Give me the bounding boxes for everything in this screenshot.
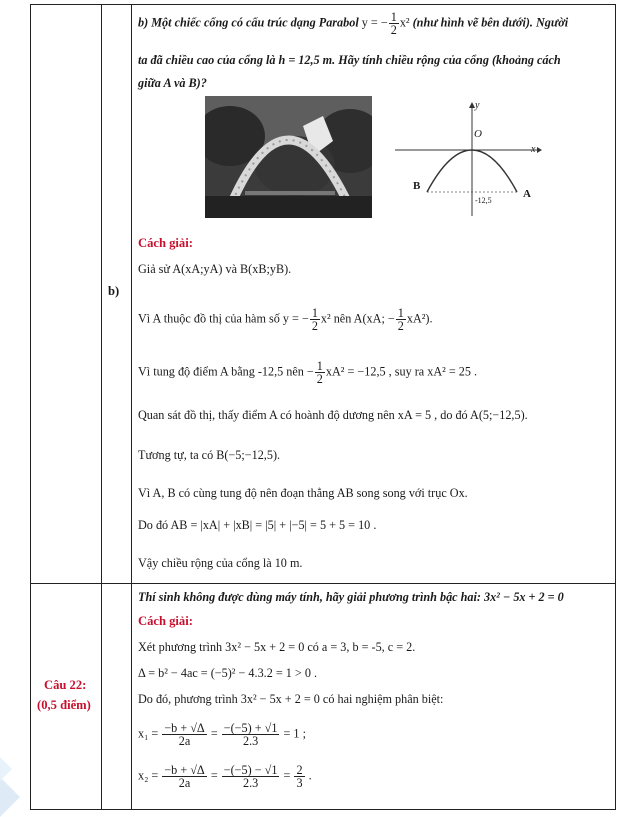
graph-depth-label: -12,5 <box>475 196 492 205</box>
table-col-divider-2 <box>131 5 132 809</box>
q22-root-x1: x₁ = $\frac{-b + √\Delta}{2a}$ = $\frac{-(-5) + √1}{2.3}$ = 1 ; <box>138 721 306 748</box>
step-a-on-graph: Vì A thuộc đồ thị của hàm số y = − $\frac{1}{2}$ x² nên A(xA; − $\frac{1}{2}$ xA²). <box>138 306 433 333</box>
question-22-problem: Thí sinh không được dùng máy tính, hãy giải phương trình bậc hai: 3x² − 5x + 2 = 0 <box>138 590 564 604</box>
parabola-graph <box>395 98 545 218</box>
graph-origin-label: O <box>474 128 482 140</box>
graph-point-a: A <box>523 188 531 200</box>
step-assume: Giả sử A(xA;yA) và B(xB;yB). <box>138 262 292 276</box>
question-22-points: (0,5 điểm) <box>37 698 91 712</box>
problem-line-1: b) Một chiếc cổng có cấu trúc dạng Parabol y = − $\frac{1}{2}$ x² (như hình vẽ bên dưới). Người <box>138 10 569 37</box>
solution-heading-b: Cách giải: <box>138 236 193 250</box>
arch-gate-photo <box>205 96 372 218</box>
graph-y-label: y <box>475 100 480 111</box>
q22-step-coefficients: Xét phương trình 3x² − 5x + 2 = 0 có a = 3, b = -5, c = 2. <box>138 640 416 654</box>
part-b-label: b) <box>108 284 120 298</box>
q22-root-x2: x₂ = $\frac{-b + √\Delta}{2a}$ = $\frac{-(-5) - √1}{2.3}$ = $\frac{2}{3}$ . <box>138 763 312 790</box>
step-ab-length: Do đó AB = |xA| + |xB| = |5| + |−5| = 5 + 5 = 10 . <box>138 518 377 532</box>
table-col-divider-1 <box>101 5 102 809</box>
q22-step-delta: Δ = b² − 4ac = (−5)² − 4.3.2 = 1 > 0 . <box>138 666 318 680</box>
graph-point-b: B <box>413 180 421 192</box>
problem-line-2: ta đã chiều cao của cổng là h = 12,5 m. Hãy tính chiều rộng của cổng (khoảng cách <box>138 53 561 67</box>
graph-x-label: x <box>531 144 536 155</box>
step-ordinate: Vì tung độ điểm A bằng -12,5 nên − $\frac{1}{2}$ xA² = −12,5 , suy ra xA² = 25 . <box>138 359 478 386</box>
question-22-label: Câu 22: <box>44 678 87 692</box>
problem-line-3: giữa A và B)? <box>138 76 207 90</box>
q22-step-two-roots: Do đó, phương trình 3x² − 5x + 2 = 0 có hai nghiệm phân biệt: <box>138 692 444 706</box>
corner-watermark <box>0 757 40 817</box>
table-row-divider <box>31 583 615 584</box>
step-positive-x: Quan sát đồ thị, thấy điểm A có hoành độ dương nên xA = 5 , do đó A(5;−12,5). <box>138 408 528 422</box>
step-conclusion: Vậy chiều rộng của cổng là 10 m. <box>138 556 303 570</box>
step-parallel: Vì A, B có cùng tung độ nên đoạn thẳng AB song song với trục Ox. <box>138 486 468 500</box>
solution-heading-22: Cách giải: <box>138 614 193 628</box>
step-point-b: Tương tự, ta có B(−5;−12,5). <box>138 448 281 462</box>
